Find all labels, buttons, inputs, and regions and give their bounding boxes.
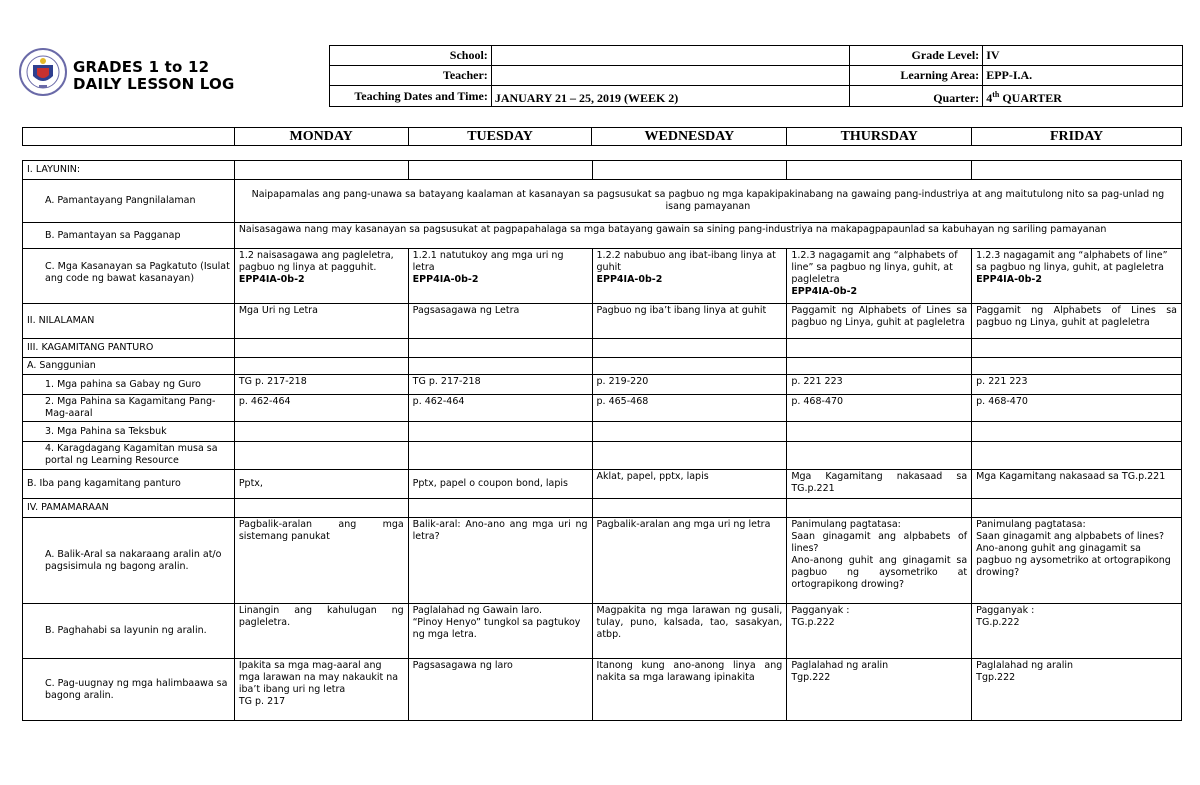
- cell: [408, 339, 592, 358]
- cell: [787, 339, 972, 358]
- kasanayan-text: 1.2.3 nagagamit ang “alphabets of line” sa pagbuo ng linya, guhit, at pagleletra: [791, 250, 958, 285]
- day-friday: FRIDAY: [972, 128, 1182, 146]
- row-pamantayang-pangnilalaman: [23, 180, 1182, 223]
- kasanayan-text: 1.2 naisasagawa ang pagleletra, pagbuo ng linya at pagguhit.: [238, 250, 394, 273]
- cell: [592, 499, 787, 518]
- pamantayan-sa-pagganap-text: Naisasagawa nang may kasanayan sa pagsusukat at pagpapahalaga sa mga batayang gawain sa sining pang-industriya na makapagpapaunlad sa kabuhayan ng sariling pamayanan: [234, 223, 1181, 249]
- day-thursday: THURSDAY: [787, 128, 972, 146]
- cell: [234, 499, 408, 518]
- row-pamantayan-sa-pagganap: [23, 223, 1182, 249]
- row-paghahabi: [23, 604, 1182, 659]
- balik-aral-cell: Panimulang pagtatasa: Saan ginagamit ang alpbabets of lines? Ano-anong guhit ang ginagamit sa pagbuo ng aysometriko at ortograpikong drowing?: [787, 518, 972, 604]
- paghahabi-cell: Pagganyak : TG.p.222: [972, 604, 1182, 659]
- school-label: School:: [330, 46, 492, 66]
- learning-area-value: EPP-I.A.: [983, 65, 1183, 85]
- gabay-guro-cell: TG p. 217-218: [234, 375, 408, 395]
- cell: [972, 422, 1182, 442]
- row-label-teksbuk: 3. Mga Pahina sa Teksbuk: [23, 422, 235, 442]
- quarter-label: Quarter:: [850, 85, 983, 106]
- paghahabi-cell: Pagganyak : TG.p.222: [787, 604, 972, 659]
- kasanayan-cell: [787, 249, 972, 304]
- row-pag-uugnay: [23, 659, 1182, 721]
- row-label-gabay-guro: 1. Mga pahina sa Gabay ng Guro: [23, 375, 235, 395]
- cell: [787, 499, 972, 518]
- teaching-dates-value: JANUARY 21 – 25, 2019 (WEEK 2): [491, 85, 850, 106]
- row-label-kagamitang-panturo: III. KAGAMITANG PANTURO: [23, 339, 235, 358]
- row-pamamaraan: [23, 499, 1182, 518]
- balik-aral-cell: Balik-aral: Ano-ano ang mga uri ng letra?: [408, 518, 592, 604]
- kasanayan-code: EPP4IA-0b-2: [791, 286, 858, 297]
- gabay-guro-cell: p. 221 223: [787, 375, 972, 395]
- cell: [234, 358, 408, 375]
- row-label-layunin: I. LAYUNIN:: [23, 161, 235, 180]
- balik-aral-cell: Pagbalik-aralan ang mga uri ng letra: [592, 518, 787, 604]
- cell: [972, 339, 1182, 358]
- cell: [787, 442, 972, 470]
- row-balik-aral: [23, 518, 1182, 604]
- day-wednesday: WEDNESDAY: [592, 128, 787, 146]
- kasanayan-cell: [234, 249, 408, 304]
- gabay-guro-cell: TG p. 217-218: [408, 375, 592, 395]
- gabay-guro-cell: p. 219-220: [592, 375, 787, 395]
- quarter-value: [983, 85, 1183, 106]
- row-label-iba-pang-kagamitan: B. Iba pang kagamitang panturo: [23, 470, 235, 499]
- row-label-paghahabi: B. Paghahabi sa layunin ng aralin.: [23, 604, 235, 659]
- iba-pang-cell: Mga Kagamitang nakasaad sa TG.p.221: [972, 470, 1182, 499]
- row-label-pag-uugnay: C. Pag-uugnay ng mga halimbaawa sa bagong aralin.: [23, 659, 235, 721]
- cell: [408, 422, 592, 442]
- row-label-kasanayan: C. Mga Kasanayan sa Pagkatuto (Isulat ang code ng bawat kasanayan): [23, 249, 235, 304]
- kagamitang-cell: p. 465-468: [592, 395, 787, 422]
- pag-uugnay-cell: Pagsasagawa ng laro: [408, 659, 592, 721]
- title-line-2: DAILY LESSON LOG: [73, 75, 235, 93]
- row-nilalaman: [23, 304, 1182, 339]
- cell: [408, 161, 592, 180]
- kagamitang-cell: p. 462-464: [408, 395, 592, 422]
- teacher-label: Teacher:: [330, 65, 492, 85]
- days-header: [22, 127, 1182, 146]
- paghahabi-cell: Magpakita ng mga larawan ng gusali, tulay, puno, kalsada, tao, sasakyan, atbp.: [592, 604, 787, 659]
- cell: [972, 161, 1182, 180]
- kagamitang-cell: p. 468-470: [972, 395, 1182, 422]
- kasanayan-code: EPP4IA-0b-2: [238, 274, 305, 285]
- day-monday: MONDAY: [234, 128, 408, 146]
- cell: [234, 339, 408, 358]
- pag-uugnay-cell: Paglalahad ng aralin Tgp.222: [787, 659, 972, 721]
- lesson-table: [22, 160, 1182, 721]
- pag-uugnay-cell: Itanong kung ano-anong linya ang nakita sa mga larawang ipinakita: [592, 659, 787, 721]
- iba-pang-cell: Mga Kagamitang nakasaad sa TG.p.221: [787, 470, 972, 499]
- grade-level-value: IV: [983, 46, 1183, 66]
- cell: [234, 422, 408, 442]
- row-label-nilalaman: II. NILALAMAN: [23, 304, 235, 339]
- kasanayan-code: EPP4IA-0b-2: [412, 274, 479, 285]
- row-label-pamantayang-pangnilalaman: A. Pamantayang Pangnilalaman: [23, 180, 235, 223]
- balik-aral-cell: Panimulang pagtatasa: Saan ginagamit ang alpbabets of lines? Ano-anong guhit ang ginagamit sa pagbuo ng aysometriko at ortograpikong drowing?: [972, 518, 1182, 604]
- kagamitang-cell: p. 468-470: [787, 395, 972, 422]
- cell: [972, 358, 1182, 375]
- cell: [592, 339, 787, 358]
- teaching-dates-label: Teaching Dates and Time:: [330, 85, 492, 106]
- lesson-log-header: [18, 45, 1183, 107]
- cell: [408, 358, 592, 375]
- cell: [972, 442, 1182, 470]
- row-iba-pang-kagamitan: [23, 470, 1182, 499]
- ordinal-suffix: th: [992, 90, 1000, 99]
- nilalaman-cell: Paggamit ng Alphabets of Lines sa pagbuo ng Linya, guhit at pagleletra: [787, 304, 972, 339]
- paghahabi-cell: Paglalahad ng Gawain laro. “Pinoy Henyo” tungkol sa pagtukoy ng mga letra.: [408, 604, 592, 659]
- title-line-1: GRADES 1 to 12: [73, 58, 210, 76]
- gabay-guro-cell: p. 221 223: [972, 375, 1182, 395]
- nilalaman-cell: Paggamit ng Alphabets of Lines sa pagbuo ng Linya, guhit at pagleletra: [972, 304, 1182, 339]
- nilalaman-cell: Pagsasagawa ng Letra: [408, 304, 592, 339]
- cell: [972, 499, 1182, 518]
- cell: [234, 161, 408, 180]
- row-sanggunian: [23, 358, 1182, 375]
- paghahabi-cell: Linangin ang kahulugan ng pagleletra.: [234, 604, 408, 659]
- pag-uugnay-cell: Paglalahad ng aralin Tgp.222: [972, 659, 1182, 721]
- cell: [787, 422, 972, 442]
- info-table: [329, 45, 1183, 107]
- cell: [787, 358, 972, 375]
- kasanayan-code: EPP4IA-0b-2: [976, 274, 1042, 285]
- row-label-pamamaraan: IV. PAMAMARAAN: [23, 499, 235, 518]
- row-kasanayan: [23, 249, 1182, 304]
- row-layunin: [23, 161, 1182, 180]
- kasanayan-cell: [408, 249, 592, 304]
- row-gabay-guro: [23, 375, 1182, 395]
- iba-pang-cell: Pptx, papel o coupon bond, lapis: [408, 470, 592, 499]
- row-label-sanggunian: A. Sanggunian: [23, 358, 235, 375]
- cell: [592, 442, 787, 470]
- deped-seal-icon: [18, 45, 68, 107]
- kasanayan-text: 1.2.1 natutukoy ang mga uri ng letra: [412, 250, 564, 273]
- cell: [592, 422, 787, 442]
- kagamitang-cell: p. 462-464: [234, 395, 408, 422]
- cell: [408, 499, 592, 518]
- iba-pang-cell: Pptx,: [234, 470, 408, 499]
- row-label-kagamitang-pang-mag-aaral: 2. Mga Pahina sa Kagamitang Pang-Mag-aaral: [23, 395, 235, 422]
- row-kagamitang-panturo: [23, 339, 1182, 358]
- balik-aral-cell: Pagbalik-aralan ang mga sistemang panukat: [234, 518, 408, 604]
- nilalaman-cell: Pagbuo ng iba’t ibang linya at guhit: [592, 304, 787, 339]
- school-value: [491, 46, 850, 66]
- pag-uugnay-cell: Ipakita sa mga mag-aaral ang mga larawan na may nakaukit na iba’t ibang uri ng letra TG p. 217: [234, 659, 408, 721]
- day-tuesday: TUESDAY: [408, 128, 592, 146]
- cell: [787, 161, 972, 180]
- row-karagdagang-kagamitan: [23, 442, 1182, 470]
- page-title: [73, 59, 235, 93]
- quarter-value-text: 4th QUARTER: [986, 90, 1062, 105]
- cell: [592, 161, 787, 180]
- iba-pang-cell: Aklat, papel, pptx, lapis: [592, 470, 787, 499]
- kasanayan-cell: [972, 249, 1182, 304]
- kasanayan-text: 1.2.3 nagagamit ang “alphabets of line” sa pagbuo ng linya, guhit, at pagleletra: [976, 250, 1168, 273]
- row-label-balik-aral: A. Balik-Aral sa nakaraang aralin at/o pagsisimula ng bagong aralin.: [23, 518, 235, 604]
- kasanayan-code: EPP4IA-0b-2: [596, 274, 663, 285]
- kasanayan-text: 1.2.2 nabubuo ang ibat-ibang linya at guhit: [596, 250, 776, 273]
- row-label-pamantayan-sa-pagganap: B. Pamantayan sa Pagganap: [23, 223, 235, 249]
- pamantayang-pangnilalaman-text: Naipapamalas ang pang-unawa sa batayang kaalaman at kasanayan sa pagsusukat sa pagbuo ng mga kapakipakinabang na gawaing pang-industriya at ang maitutulong nito sa pag-unlad ng isang pamayanan: [234, 180, 1181, 223]
- row-label-karagdagang-kagamitan: 4. Karagdagang Kagamitan musa sa portal ng Learning Resource: [23, 442, 235, 470]
- cell: [592, 358, 787, 375]
- days-header-blank: [23, 128, 235, 146]
- teacher-value: [491, 65, 850, 85]
- row-kagamitang-pang-mag-aaral: [23, 395, 1182, 422]
- nilalaman-cell: Mga Uri ng Letra: [234, 304, 408, 339]
- learning-area-label: Learning Area:: [850, 65, 983, 85]
- cell: [234, 442, 408, 470]
- row-teksbuk: [23, 422, 1182, 442]
- grade-level-label: Grade Level:: [850, 46, 983, 66]
- kasanayan-cell: [592, 249, 787, 304]
- cell: [408, 442, 592, 470]
